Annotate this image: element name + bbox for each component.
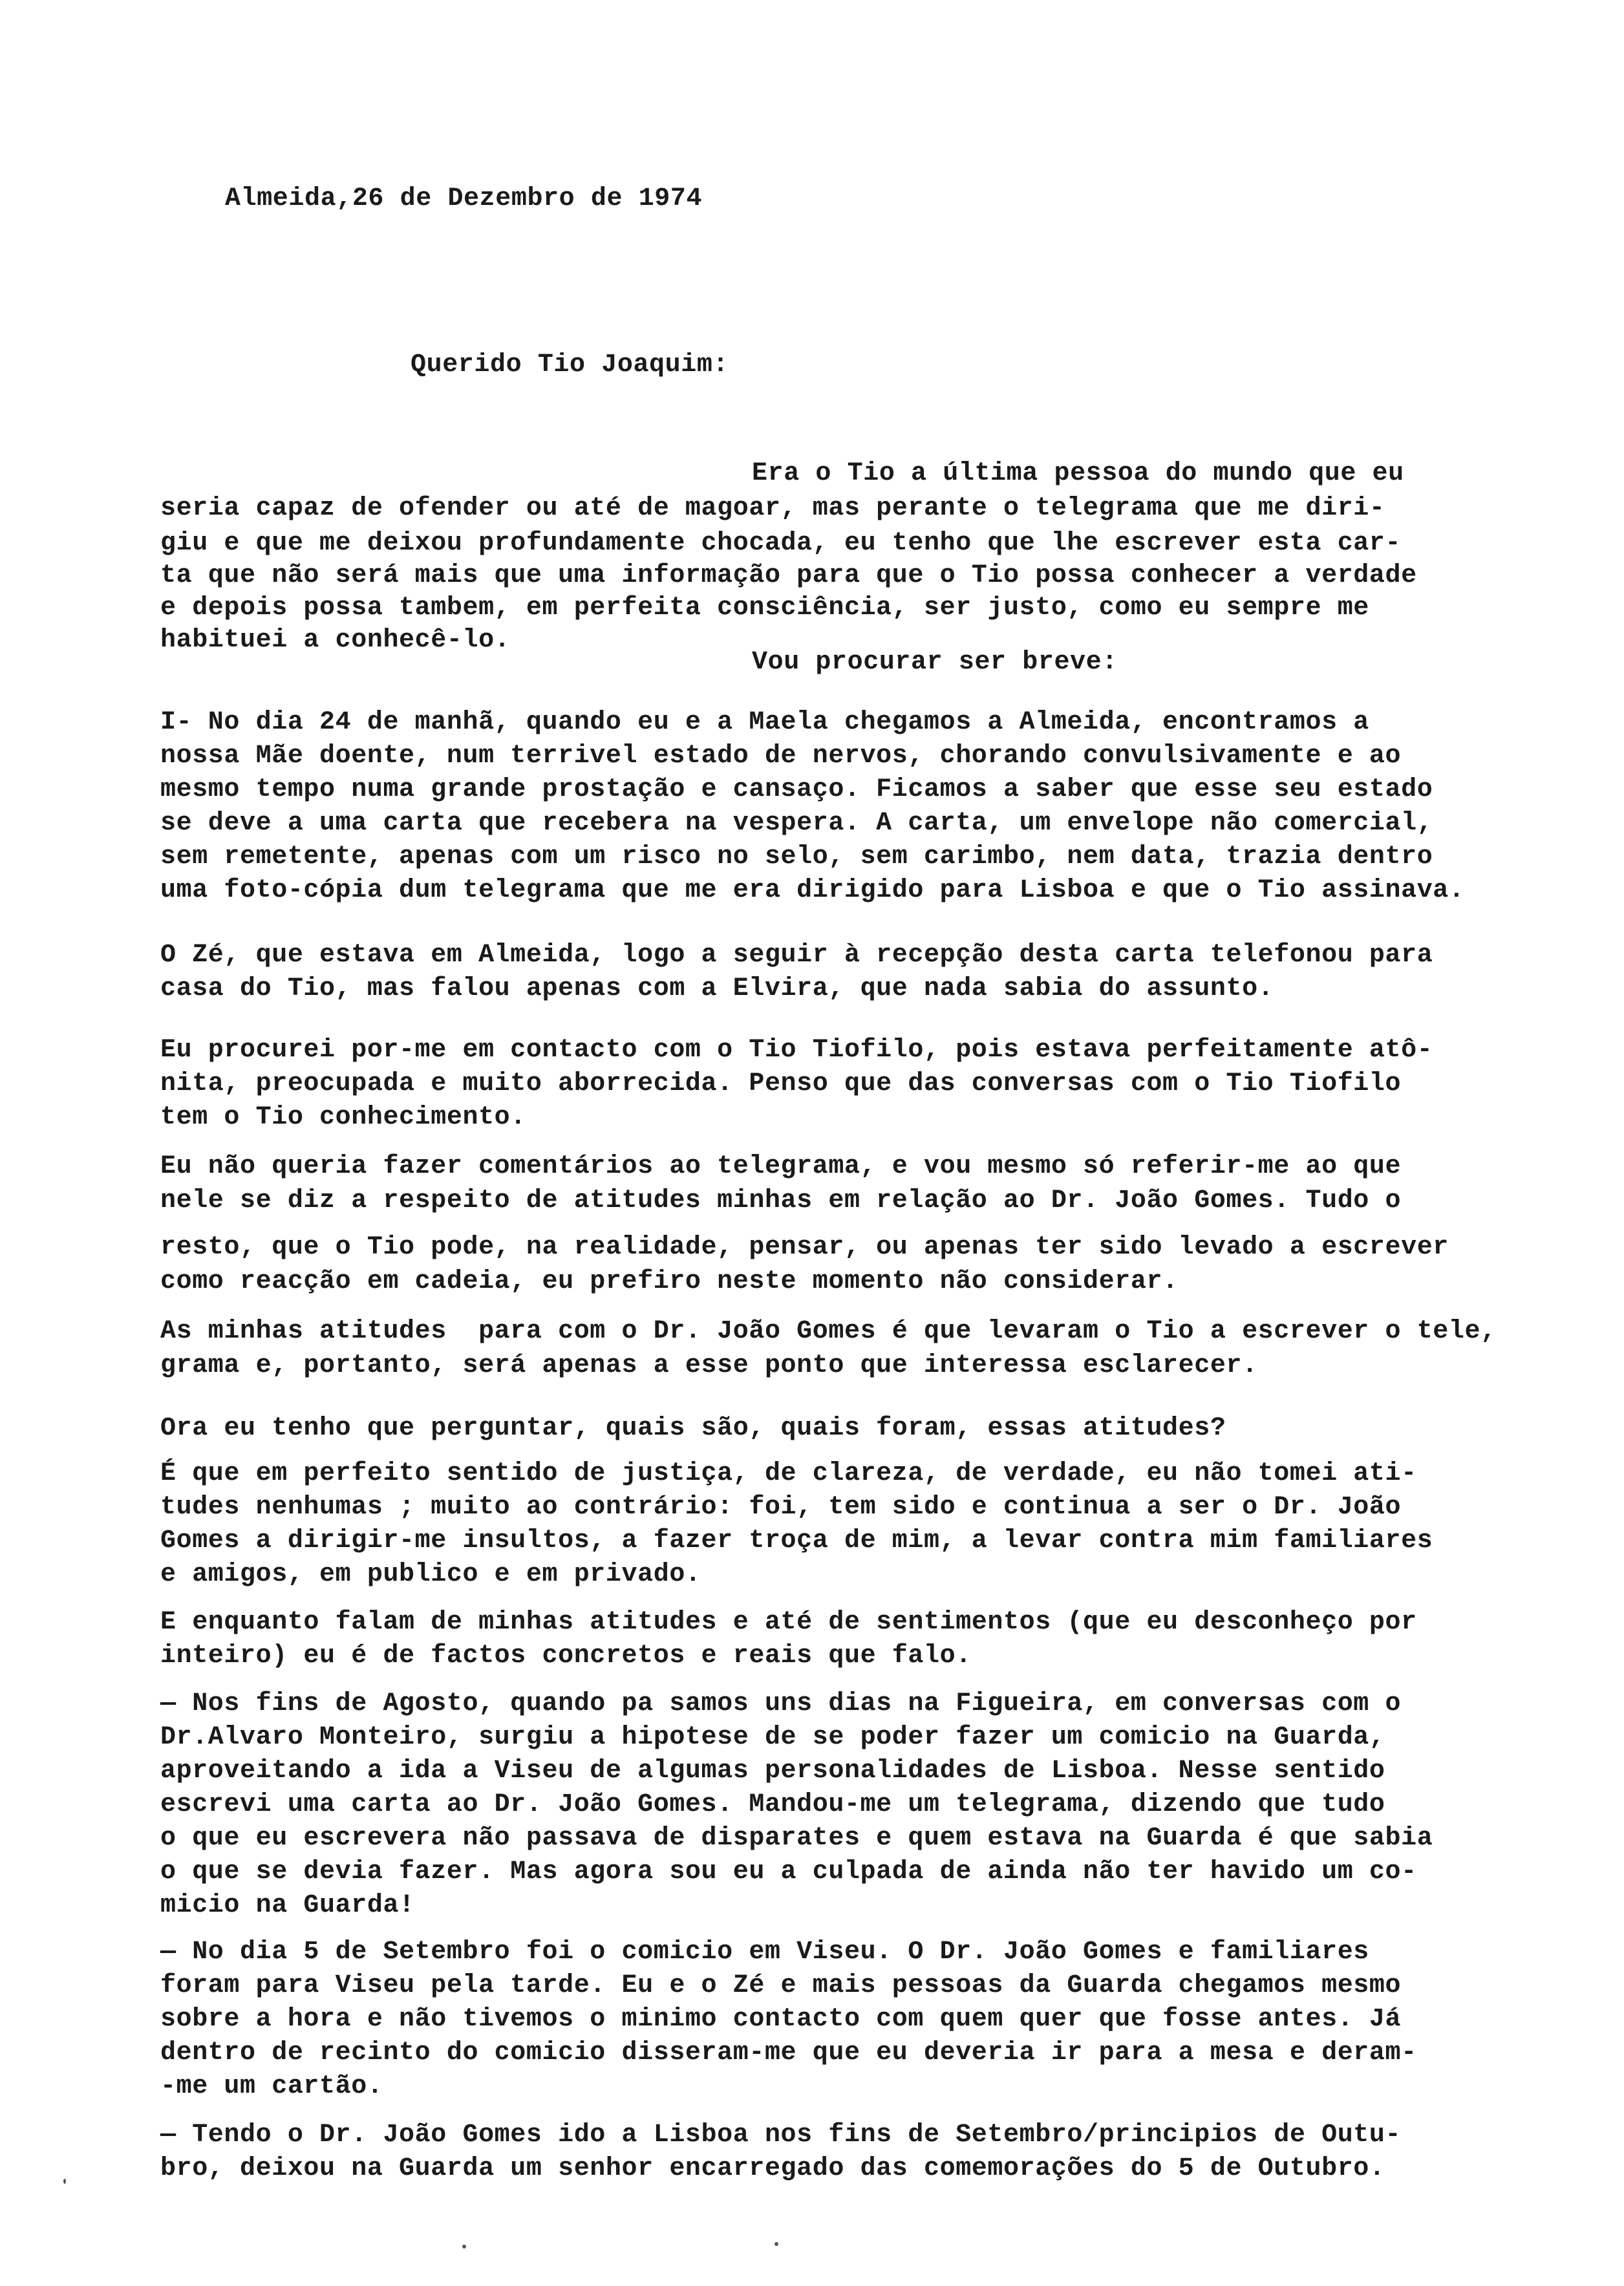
letter-line: casa do Tio, mas falou apenas com a Elvira, que nada sabia do assunto. <box>160 974 1274 1003</box>
scan-speck <box>63 2179 66 2184</box>
scan-speck <box>462 2245 466 2249</box>
letter-line: grama e, portanto, será apenas a esse ponto que interessa esclarecer. <box>160 1351 1258 1380</box>
letter-line: — Tendo o Dr. João Gomes ido a Lisboa nos fins de Setembro/principios de Outu- <box>160 2120 1402 2150</box>
letter-line: giu e que me deixou profundamente chocada, eu tenho que lhe escrever esta car- <box>160 529 1402 558</box>
letter-line: resto, que o Tio pode, na realidade, pensar, ou apenas ter sido levado a escrever <box>160 1233 1449 1262</box>
letter-line: micio na Guarda! <box>160 1891 415 1920</box>
letter-line: o que se devia fazer. Mas agora sou eu a culpada de ainda não ter havido um co- <box>160 1857 1417 1886</box>
letter-line: como reacção em cadeia, eu prefiro neste momento não considerar. <box>160 1267 1179 1296</box>
letter-line: O Zé, que estava em Almeida, logo a seguir à recepção desta carta telefonou para <box>160 941 1433 970</box>
letter-line: e depois possa tambem, em perfeita consciência, ser justo, como eu sempre me <box>160 593 1369 623</box>
letter-line: mesmo tempo numa grande prostação e cansaço. Ficamos a saber que esse seu estado <box>160 775 1433 804</box>
letter-line: sobre a hora e não tivemos o minimo contacto com quem quer que fosse antes. Já <box>160 2005 1402 2034</box>
letter-line: -me um cartão. <box>160 2072 383 2101</box>
letter-line: habituei a conhecê-lo. <box>160 626 511 655</box>
letter-line: — No dia 5 de Setembro foi o comicio em Viseu. O Dr. João Gomes e familiares <box>160 1938 1369 1967</box>
letter-line: tudes nenhumas ; muito ao contrário: foi, tem sido e continua a ser o Dr. João <box>160 1493 1402 1522</box>
letter-line: tem o Tio conhecimento. <box>160 1103 526 1132</box>
scan-speck <box>775 2242 778 2246</box>
letter-line: e amigos, em publico e em privado. <box>160 1560 701 1589</box>
letter-line: escrevi uma carta ao Dr. João Gomes. Mandou-me um telegrama, dizendo que tudo <box>160 1790 1385 1819</box>
letter-line: I- No dia 24 de manhã, quando eu e a Maela chegamos a Almeida, encontramos a <box>160 708 1369 737</box>
letter-salutation: Querido Tio Joaquim: <box>411 350 729 379</box>
letter-line: se deve a uma carta que recebera na vespera. A carta, um envelope não comercial, <box>160 809 1433 838</box>
letter-line: foram para Viseu pela tarde. Eu e o Zé e mais pessoas da Guarda chegamos mesmo <box>160 1971 1402 2000</box>
letter-date: Almeida,26 de Dezembro de 1974 <box>225 184 703 213</box>
letter-line: nele se diz a respeito de atitudes minhas em relação ao Dr. João Gomes. Tudo o <box>160 1186 1402 1215</box>
letter-line: E enquanto falam de minhas atitudes e até de sentimentos (que eu desconheço por <box>160 1608 1417 1637</box>
letter-line: Dr.Alvaro Monteiro, surgiu a hipotese de se poder fazer um comicio na Guarda, <box>160 1723 1385 1752</box>
letter-line: aproveitando a ida a Viseu de algumas personalidades de Lisboa. Nesse sentido <box>160 1757 1385 1786</box>
letter-line: Eu não queria fazer comentários ao telegrama, e vou mesmo só referir-me ao que <box>160 1152 1402 1181</box>
letter-line: dentro de recinto do comicio disseram-me que eu deveria ir para a mesa e deram- <box>160 2038 1417 2067</box>
letter-line: seria capaz de ofender ou até de magoar, mas perante o telegrama que me diri- <box>160 494 1385 523</box>
letter-line: Gomes a dirigir-me insultos, a fazer troça de mim, a levar contra mim familiares <box>160 1526 1433 1555</box>
letter-line: As minhas atitudes para com o Dr. João Gomes é que levaram o Tio a escrever o tele, <box>160 1317 1497 1346</box>
letter-line: uma foto-cópia dum telegrama que me era dirigido para Lisboa e que o Tio assinava. <box>160 876 1465 905</box>
letter-line: inteiro) eu é de factos concretos e reais que falo. <box>160 1641 972 1671</box>
letter-line: Eu procurei por-me em contacto com o Tio Tiofilo, pois estava perfeitamente atô- <box>160 1036 1433 1065</box>
letter-line: nita, preocupada e muito aborrecida. Penso que das conversas com o Tio Tiofilo <box>160 1069 1402 1098</box>
letter-line: Ora eu tenho que perguntar, quais são, quais foram, essas atitudes? <box>160 1414 1226 1443</box>
letter-line: ta que não será mais que uma informação para que o Tio possa conhecer a verdade <box>160 561 1417 590</box>
letter-line: Vou procurar ser breve: <box>752 648 1118 677</box>
letter-line: É que em perfeito sentido de justiça, de clareza, de verdade, eu não tomei ati- <box>160 1459 1417 1488</box>
letter-line: sem remetente, apenas com um risco no selo, sem carimbo, nem data, trazia dentro <box>160 842 1433 871</box>
letter-line: o que eu escrevera não passava de disparates e quem estava na Guarda é que sabia <box>160 1824 1433 1853</box>
letter-line: Era o Tio a última pessoa do mundo que eu <box>752 459 1404 488</box>
letter-line: — Nos fins de Agosto, quando pa samos uns dias na Figueira, em conversas com o <box>160 1689 1402 1718</box>
letter-line: nossa Mãe doente, num terrivel estado de nervos, chorando convulsivamente e ao <box>160 742 1402 771</box>
letter-line: bro, deixou na Guarda um senhor encarregado das comemorações do 5 de Outubro. <box>160 2154 1385 2183</box>
